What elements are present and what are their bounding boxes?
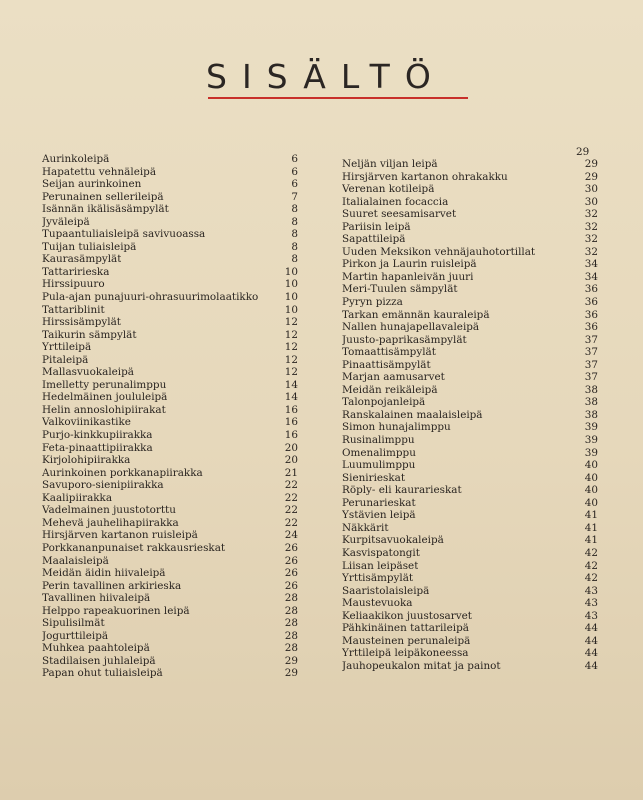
toc-entry-title: Meri-Tuulen sämpylät [342, 283, 458, 296]
toc-entry [42, 366, 298, 379]
toc-entry-page-number: 34 [584, 270, 598, 283]
toc-entry-page-number: 42 [584, 546, 598, 559]
toc-entry [42, 316, 298, 329]
toc-entry [42, 153, 298, 166]
toc-entry [42, 203, 298, 216]
toc-entry-page-number: 44 [584, 634, 598, 647]
toc-entry-title: Liisan leipäset [342, 559, 419, 572]
toc-entry-page-number: 10 [284, 291, 298, 304]
toc-entry [42, 178, 298, 191]
toc-entry-page-number: 40 [584, 459, 598, 472]
toc-entry [342, 384, 598, 397]
toc-entry [342, 283, 598, 296]
toc-entry [342, 547, 598, 560]
toc-entry-title: Talonpojanleipä [342, 396, 426, 409]
toc-entry-page-number: 12 [284, 366, 298, 379]
toc-entry-title: Feta-pinaattipiirakka [42, 441, 153, 454]
toc-entry-page-number: 38 [584, 408, 598, 421]
toc-entry [342, 597, 598, 610]
toc-entry [42, 630, 298, 643]
toc-entry [342, 158, 598, 171]
toc-entry [342, 171, 598, 184]
toc-entry-page-number: 20 [284, 441, 298, 454]
toc-entry [342, 296, 598, 309]
toc-entry-page-number: 36 [584, 283, 598, 296]
toc-entry-page-number: 36 [584, 308, 598, 321]
toc-entry-title: Maalaisleipä [42, 554, 109, 567]
toc-entry-page-number: 38 [584, 383, 598, 396]
toc-entry-page-number: 12 [284, 353, 298, 366]
toc-entry-title: Marjan aamusarvet [342, 371, 445, 384]
toc-entry-title: Yrttileipä [42, 341, 92, 354]
toc-entry-page-number: 32 [584, 233, 598, 246]
toc-entry-page-number: 43 [584, 609, 598, 622]
toc-entry-title: Martin hapanleivän juuri [342, 270, 474, 283]
toc-entry-title: Helin annoslohipiirakat [42, 403, 166, 416]
toc-entry [42, 266, 298, 279]
toc-entry [342, 321, 598, 334]
toc-entry [42, 580, 298, 593]
toc-entry-page-number: 10 [284, 278, 298, 291]
toc-entry [342, 396, 598, 409]
toc-entry-page-number: 14 [284, 391, 298, 404]
toc-entry-title: Aurinkoinen porkkanapiirakka [42, 466, 203, 479]
toc-entry [342, 472, 598, 485]
toc-entry-title: Kaurasämpylät [42, 253, 122, 266]
toc-entry-page-number: 37 [584, 358, 598, 371]
toc-entry [42, 617, 298, 630]
toc-entry [42, 329, 298, 342]
toc-entry-title: Perin tavallinen arkirieska [42, 579, 182, 592]
toc-entry-page-number: 12 [284, 316, 298, 329]
toc-entry-page-number: 10 [284, 303, 298, 316]
toc-entry-title: Ystävien leipä [342, 509, 416, 522]
toc-entry [42, 341, 298, 354]
toc-entry-title: Helppo rapeakuorinen leipä [42, 604, 190, 617]
toc-entry [42, 304, 298, 317]
toc-entry-page-number: 29 [284, 667, 298, 680]
toc-entry [42, 354, 298, 367]
toc-entry-title: Rusinalimppu [342, 434, 415, 447]
toc-entry-page-number: 22 [284, 504, 298, 517]
toc-entry [42, 241, 298, 254]
toc-entry [342, 610, 598, 623]
toc-entry-title: Mallasvuokaleipä [42, 366, 134, 379]
toc-entry [342, 421, 598, 434]
toc-entry [42, 166, 298, 179]
toc-entry [342, 359, 598, 372]
toc-entry-page-number: 8 [291, 228, 298, 241]
toc-entry-page-number: 42 [584, 559, 598, 572]
toc-entry-title: Seijan aurinkoinen [42, 178, 142, 191]
toc-entry-title: Mausteinen perunaleipä [342, 634, 471, 647]
toc-entry [42, 605, 298, 618]
toc-entry-title: Hedelmäinen joululeipä [42, 391, 168, 404]
toc-entry-page-number: 41 [584, 534, 598, 547]
toc-entry-page-number: 28 [284, 629, 298, 642]
toc-entry-title: Neljän viljan leipä [342, 158, 438, 170]
toc-entry [342, 509, 598, 522]
toc-entry [42, 253, 298, 266]
toc-entry-page-number: 43 [584, 597, 598, 610]
toc-entry [342, 258, 598, 271]
toc-entry [342, 585, 598, 598]
toc-entry-page-number: 22 [284, 479, 298, 492]
toc-entry [342, 534, 598, 547]
toc-entry [342, 660, 598, 673]
toc-entry-page-number: 26 [284, 541, 298, 554]
toc-entry-page-number: 41 [584, 509, 598, 522]
toc-entry-page-number: 37 [584, 346, 598, 359]
toc-entry-page-number: 44 [584, 647, 598, 660]
toc-entry-title: Muhkea paahtoleipä [42, 642, 150, 655]
toc-entry [42, 429, 298, 442]
toc-entry-page-number: 12 [284, 341, 298, 354]
toc-entry-title: Tattariblinit [42, 303, 105, 316]
toc-entry [342, 196, 598, 209]
toc-entry-page-number: 37 [584, 371, 598, 384]
toc-entry-page-number: 22 [284, 491, 298, 504]
toc-entry-title: Perunarieskat [342, 496, 416, 509]
toc-entry [342, 233, 598, 246]
toc-entry [42, 567, 298, 580]
toc-entry-title: Tattaririeska [42, 265, 110, 278]
toc-entry-page-number: 12 [284, 328, 298, 341]
toc-entry [42, 592, 298, 605]
toc-entry-title: Suuret seesamisarvet [342, 208, 457, 221]
toc-entry [342, 560, 598, 573]
toc-entry [342, 522, 598, 535]
toc-entry-title: Tomaattisämpylät [342, 346, 436, 359]
toc-entry-title: Italialainen focaccia [342, 195, 449, 208]
toc-entry-title: Tupaantuliaisleipä savivuoassa [42, 228, 206, 241]
toc-entry [42, 379, 298, 392]
toc-entry-page-number: 30 [584, 195, 598, 208]
toc-entry [42, 454, 298, 467]
toc-entry [342, 572, 598, 585]
toc-entry-title: Kasvispatongit [342, 546, 420, 559]
toc-entry [42, 416, 298, 429]
toc-entry-page-number: 43 [584, 584, 598, 597]
toc-entry-page-number: 39 [584, 434, 598, 447]
right-column-top-page-number: 29 [576, 146, 590, 158]
toc-entry-title: Uuden Meksikon vehnäjauhotortillat [342, 245, 536, 258]
toc-entry-title: Hirsjärven kartanon ruisleipä [42, 529, 198, 542]
toc-entry-title: Kaalipiirakka [42, 491, 113, 504]
toc-entry-page-number: 29 [584, 158, 598, 170]
toc-entry [42, 291, 298, 304]
toc-entry-page-number: 8 [291, 253, 298, 266]
toc-entry-title: Pähkinäinen tattarileipä [342, 622, 469, 635]
toc-entry [342, 622, 598, 635]
toc-entry [342, 208, 598, 221]
toc-entry-title: Näkkärit [342, 521, 389, 534]
toc-entry-page-number: 37 [584, 333, 598, 346]
toc-entry-title: Simon hunajalimppu [342, 421, 451, 434]
toc-entry-title: Nallen hunajapellavaleipä [342, 321, 480, 334]
toc-entry [42, 467, 298, 480]
toc-entry-title: Aurinkoleipä [42, 153, 110, 165]
toc-entry-title: Kurpitsavuokaleipä [342, 534, 444, 547]
toc-entry [342, 271, 598, 284]
toc-entry-title: Hapatettu vehnäleipä [42, 165, 157, 178]
toc-entry [42, 542, 298, 555]
toc-entry-page-number: 6 [291, 178, 298, 191]
toc-entry-title: Taikurin sämpylät [42, 328, 137, 341]
toc-entry [42, 517, 298, 530]
page-title: SISÄLTÖ [206, 57, 446, 96]
toc-entry [342, 409, 598, 422]
toc-entry-page-number: 26 [284, 554, 298, 567]
toc-entry [42, 555, 298, 568]
toc-entry-title: Meidän äidin hiivaleipä [42, 567, 166, 580]
toc-entry [42, 667, 298, 680]
toc-entry-title: Jogurttileipä [42, 629, 109, 642]
toc-entry-page-number: 44 [584, 622, 598, 635]
toc-entry-page-number: 8 [291, 215, 298, 228]
toc-entry-page-number: 24 [284, 529, 298, 542]
toc-entry-title: Saaristolaisleipä [342, 584, 430, 597]
toc-entry [342, 334, 598, 347]
toc-entry [42, 391, 298, 404]
toc-entry [42, 492, 298, 505]
toc-entry-title: Luumulimppu [342, 459, 416, 472]
toc-entry-title: Pula-ajan punajuuri-ohrasuurimolaatikko [42, 291, 259, 304]
toc-entry-title: Yrttisämpylät [342, 572, 414, 585]
toc-entry [342, 183, 598, 196]
toc-entry-page-number: 40 [584, 496, 598, 509]
toc-entry [342, 447, 598, 460]
toc-entry-title: Juusto-paprikasämpylät [342, 333, 467, 346]
toc-entry-page-number: 26 [284, 579, 298, 592]
toc-entry-page-number: 28 [284, 604, 298, 617]
toc-entry-title: Yrttileipä leipäkoneessa [342, 647, 469, 660]
toc-entry-title: Omenalimppu [342, 446, 416, 459]
toc-entry [342, 346, 598, 359]
toc-entry-page-number: 8 [291, 203, 298, 216]
toc-entry-page-number: 38 [584, 396, 598, 409]
toc-entry-page-number: 34 [584, 258, 598, 271]
toc-entry-page-number: 32 [584, 245, 598, 258]
toc-entry [342, 221, 598, 234]
toc-entry-page-number: 39 [584, 446, 598, 459]
toc-entry [342, 647, 598, 660]
toc-entry [42, 642, 298, 655]
toc-entry-page-number: 36 [584, 296, 598, 309]
toc-entry-page-number: 28 [284, 592, 298, 605]
toc-entry-title: Valkoviinikastike [42, 416, 131, 429]
toc-entry-page-number: 20 [284, 454, 298, 467]
toc-entry-page-number: 16 [284, 403, 298, 416]
toc-entry-page-number: 10 [284, 265, 298, 278]
toc-entry-title: Röply- eli kaurarieskat [342, 484, 462, 497]
toc-entry-title: Meidän reikäleipä [342, 383, 438, 396]
toc-entry-title: Jauhopeukalon mitat ja painot [342, 659, 501, 672]
toc-entry-title: Hirssipuuro [42, 278, 105, 291]
title-underline [208, 97, 468, 99]
toc-entry-title: Pinaattisämpylät [342, 358, 431, 371]
toc-entry-page-number: 39 [584, 421, 598, 434]
toc-entry [342, 497, 598, 510]
toc-entry-title: Hirssisämpylät [42, 316, 121, 329]
toc-entry-page-number: 7 [291, 190, 298, 203]
toc-entry [342, 484, 598, 497]
toc-entry-title: Savuporo-sienipiirakka [42, 479, 164, 492]
toc-entry [42, 655, 298, 668]
toc-entry-page-number: 28 [284, 617, 298, 630]
toc-entry-title: Ranskalainen maalaisleipä [342, 408, 483, 421]
toc-entry-page-number: 29 [284, 654, 298, 667]
toc-entry-page-number: 41 [584, 521, 598, 534]
toc-entry-page-number: 29 [584, 170, 598, 183]
toc-entry [42, 479, 298, 492]
toc-entry-title: Sienirieskat [342, 471, 406, 484]
toc-entry-page-number: 42 [584, 572, 598, 585]
toc-entry [342, 635, 598, 648]
toc-entry-title: Mehevä jauhelihapiirakka [42, 516, 179, 529]
toc-right-column [342, 158, 598, 672]
toc-entry-title: Stadilaisen juhlaleipä [42, 654, 156, 667]
toc-entry-title: Jyväleipä [42, 215, 90, 228]
toc-entry [42, 442, 298, 455]
toc-entry [42, 404, 298, 417]
toc-entry-title: Isännän ikälisäsämpylät [42, 203, 169, 216]
toc-entry-title: Perunainen sellerileipä [42, 190, 164, 203]
toc-entry-title: Imelletty perunalimppu [42, 378, 167, 391]
toc-entry-page-number: 28 [284, 642, 298, 655]
toc-entry-title: Pirkon ja Laurin ruisleipä [342, 258, 477, 271]
toc-entry [342, 371, 598, 384]
toc-entry-title: Keliaakikon juustosarvet [342, 609, 472, 622]
toc-entry [42, 216, 298, 229]
toc-entry-page-number: 40 [584, 471, 598, 484]
toc-entry-title: Hirsjärven kartanon ohrakakku [342, 170, 508, 183]
toc-entry-page-number: 16 [284, 416, 298, 429]
toc-entry [42, 278, 298, 291]
toc-entry-page-number: 44 [584, 659, 598, 672]
toc-entry [42, 228, 298, 241]
toc-entry [342, 309, 598, 322]
toc-entry-title: Kirjolohipiirakka [42, 454, 131, 467]
toc-entry [42, 504, 298, 517]
toc-entry-page-number: 6 [291, 165, 298, 178]
toc-entry-title: Maustevuoka [342, 597, 413, 610]
toc-entry-page-number: 26 [284, 567, 298, 580]
toc-entry [342, 459, 598, 472]
toc-entry [42, 529, 298, 542]
toc-entry-page-number: 8 [291, 240, 298, 253]
toc-entry-title: Tuijan tuliaisleipä [42, 240, 137, 253]
toc-entry-page-number: 32 [584, 220, 598, 233]
toc-entry-page-number: 21 [284, 466, 298, 479]
toc-entry-title: Sapattileipä [342, 233, 406, 246]
toc-entry [342, 434, 598, 447]
toc-left-column [42, 153, 298, 680]
toc-entry-title: Verenan kotileipä [342, 183, 435, 196]
toc-entry-page-number: 22 [284, 516, 298, 529]
toc-entry [342, 246, 598, 259]
toc-entry-title: Pitaleipä [42, 353, 89, 366]
toc-entry-page-number: 36 [584, 321, 598, 334]
toc-entry-title: Tavallinen hiivaleipä [42, 592, 151, 605]
toc-entry-page-number: 6 [291, 153, 298, 165]
toc-entry-title: Tarkan emännän kauraleipä [342, 308, 490, 321]
toc-entry [42, 191, 298, 204]
toc-entry-page-number: 16 [284, 429, 298, 442]
toc-entry-title: Pariisin leipä [342, 220, 411, 233]
toc-entry-page-number: 30 [584, 183, 598, 196]
toc-entry-title: Papan ohut tuliaisleipä [42, 667, 163, 680]
toc-entry-title: Purjo-kinkkupiirakka [42, 429, 153, 442]
toc-entry-page-number: 14 [284, 378, 298, 391]
toc-entry-title: Sipulisilmät [42, 617, 105, 630]
toc-entry-title: Vadelmainen juustotorttu [42, 504, 176, 517]
toc-entry-title: Pyryn pizza [342, 296, 403, 309]
toc-entry-title: Porkkananpunaiset rakkausrieskat [42, 541, 226, 554]
toc-entry-page-number: 40 [584, 484, 598, 497]
toc-entry-page-number: 32 [584, 208, 598, 221]
